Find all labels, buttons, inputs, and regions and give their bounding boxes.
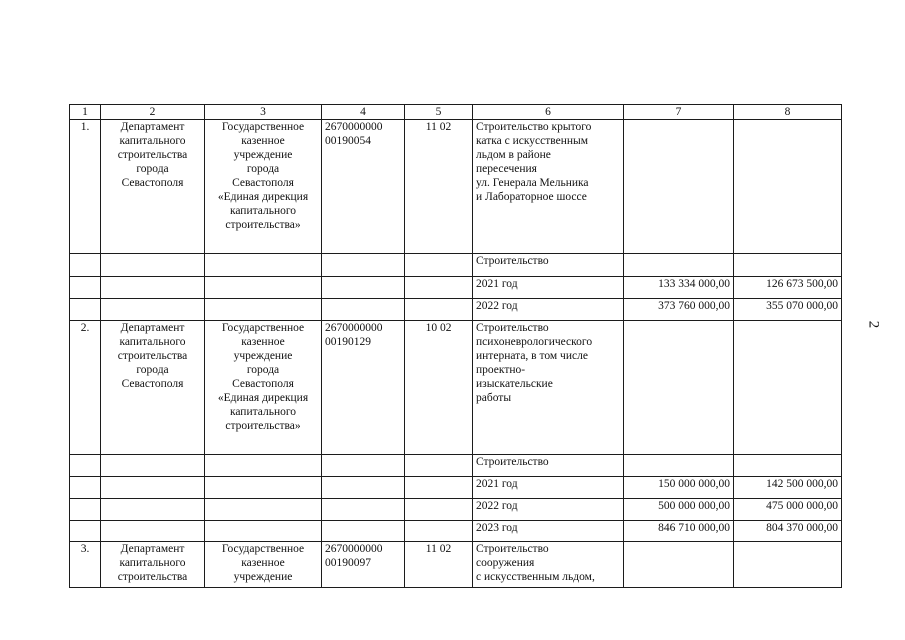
entry-number: 1. xyxy=(70,120,101,254)
institution-cell: Государственное казенное учреждение города Севастополя «Единая дирекция капитального строительства» xyxy=(205,321,322,455)
type-cell: Строительство xyxy=(473,254,624,277)
year-cell: 2022 год xyxy=(473,299,624,321)
column-number: 7 xyxy=(624,105,734,120)
amount-cell: 133 334 000,00 xyxy=(624,277,734,299)
year-cell: 2021 год xyxy=(473,477,624,499)
column-number-row xyxy=(70,105,842,120)
amount-cell: 142 500 000,00 xyxy=(734,477,842,499)
object-cell: Строительство крытого катка с искусственным льдом в районе пересечения ул. Генерала Мельника и Лабораторное шоссе xyxy=(473,120,624,254)
table-row xyxy=(70,499,842,521)
column-number: 6 xyxy=(473,105,624,120)
code-cell: 2670000000 00190097 xyxy=(322,542,405,588)
table-row xyxy=(70,455,842,477)
amount-cell: 355 070 000,00 xyxy=(734,299,842,321)
amount-cell: 804 370 000,00 xyxy=(734,521,842,542)
amount-cell: 150 000 000,00 xyxy=(624,477,734,499)
table-row xyxy=(70,254,842,277)
year-cell: 2023 год xyxy=(473,521,624,542)
amount-cell xyxy=(734,120,842,254)
amount-cell: 475 000 000,00 xyxy=(734,499,842,521)
institution-cell: Государственное казенное учреждение города Севастополя «Единая дирекция капитального строительства» xyxy=(205,120,322,254)
object-cell: Строительство сооружения с искусственным льдом, xyxy=(473,542,624,588)
code-cell: 2670000000 00190129 xyxy=(322,321,405,455)
table-row xyxy=(70,120,842,254)
table-row xyxy=(70,477,842,499)
table-row xyxy=(70,277,842,299)
section-cell: 11 02 xyxy=(405,120,473,254)
column-number: 3 xyxy=(205,105,322,120)
department-cell: Департамент капитального строительства города Севастополя xyxy=(101,321,205,455)
column-number: 8 xyxy=(734,105,842,120)
amount-cell xyxy=(624,542,734,588)
column-number: 4 xyxy=(322,105,405,120)
year-cell: 2021 год xyxy=(473,277,624,299)
table-row xyxy=(70,521,842,542)
code-cell: 2670000000 00190054 xyxy=(322,120,405,254)
amount-cell: 126 673 500,00 xyxy=(734,277,842,299)
amount-cell xyxy=(734,542,842,588)
table-row xyxy=(70,321,842,455)
amount-cell: 846 710 000,00 xyxy=(624,521,734,542)
entry-number: 2. xyxy=(70,321,101,455)
table-row xyxy=(70,299,842,321)
amount-cell: 373 760 000,00 xyxy=(624,299,734,321)
amount-cell xyxy=(624,120,734,254)
department-cell: Департамент капитального строительства города Севастополя xyxy=(101,120,205,254)
object-cell: Строительство психоневрологического интерната, в том числе проектно- изыскательские работы xyxy=(473,321,624,455)
amount-cell: 500 000 000,00 xyxy=(624,499,734,521)
column-number: 1 xyxy=(70,105,101,120)
column-number: 2 xyxy=(101,105,205,120)
type-cell: Строительство xyxy=(473,455,624,477)
entry-number: 3. xyxy=(70,542,101,588)
section-cell: 11 02 xyxy=(405,542,473,588)
amount-cell xyxy=(624,321,734,455)
table-row xyxy=(70,542,842,588)
budget-table xyxy=(69,104,842,588)
column-number: 5 xyxy=(405,105,473,120)
department-cell: Департамент капитального строительства xyxy=(101,542,205,588)
institution-cell: Государственное казенное учреждение xyxy=(205,542,322,588)
section-cell: 10 02 xyxy=(405,321,473,455)
page-number: 2 xyxy=(865,320,882,329)
year-cell: 2022 год xyxy=(473,499,624,521)
amount-cell xyxy=(734,321,842,455)
